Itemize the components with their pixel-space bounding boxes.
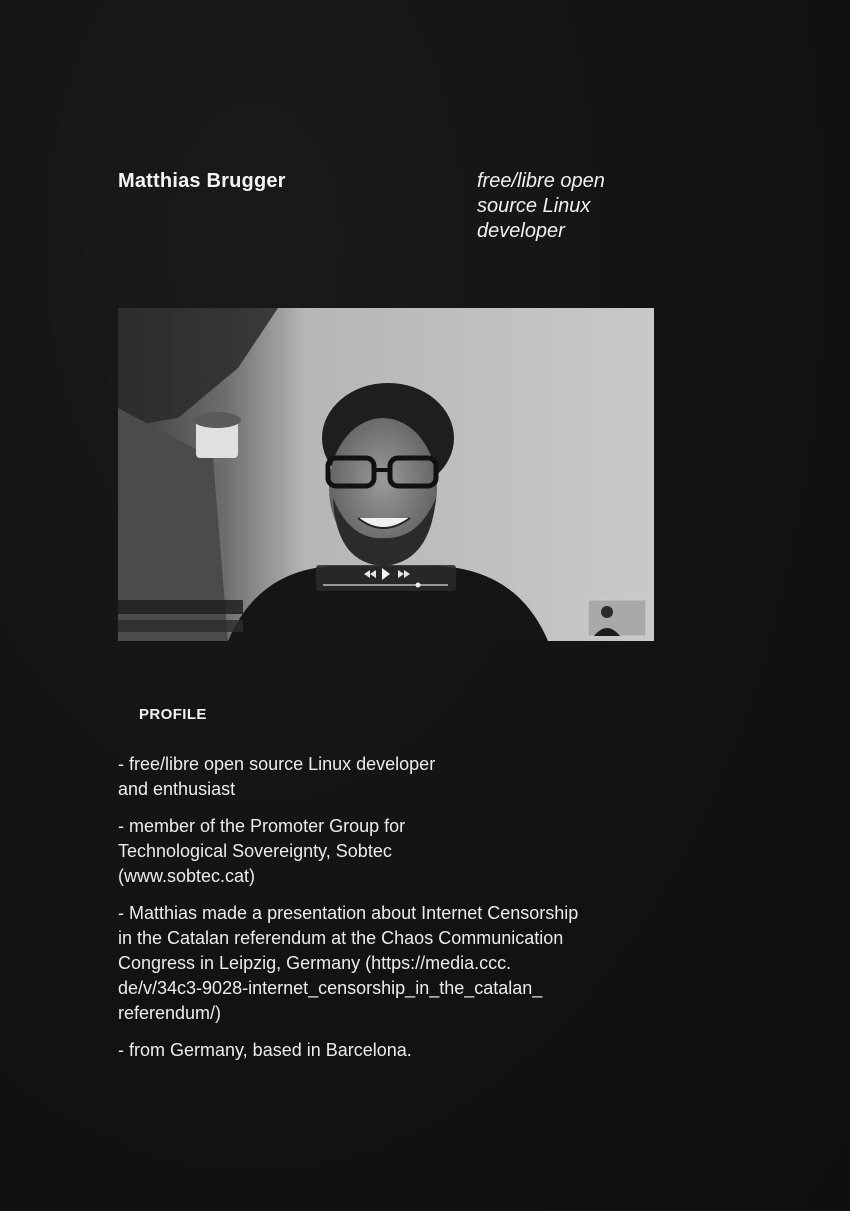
profile-list — [118, 752, 658, 1075]
profile-item-line: - free/libre open source Linux developer — [118, 754, 436, 774]
profile-item — [118, 752, 658, 802]
profile-item-line: (www.sobtec.cat) — [118, 866, 256, 886]
video-call-portrait-photo — [118, 308, 654, 641]
profile-item — [118, 901, 658, 1026]
person-name: Matthias Brugger — [118, 170, 286, 192]
video-call-portrait-icon — [118, 308, 654, 641]
profile-item-line: - member of the Promoter Group for — [118, 816, 406, 836]
profile-item-line: referendum/) — [118, 1003, 222, 1023]
tagline-line: developer — [477, 220, 565, 242]
profile-item — [118, 1038, 658, 1063]
profile-heading: PROFILE — [139, 706, 207, 723]
profile-item-line: - Matthias made a presentation about Internet Censorship — [118, 903, 579, 923]
profile-item-line: in the Catalan referendum at the Chaos Communication — [118, 928, 564, 948]
tagline-line: source Linux — [477, 195, 591, 217]
profile-item-line: Congress in Leipzig, Germany (https://media.ccc. — [118, 953, 512, 973]
profile-item-line: Technological Sovereignty, Sobtec — [118, 841, 392, 861]
profile-item-line: - from Germany, based in Barcelona. — [118, 1040, 412, 1060]
tagline-line: free/libre open — [477, 170, 605, 192]
profile-item-line: de/v/34c3-9028-internet_censorship_in_the_catalan_ — [118, 978, 543, 998]
profile-item-line: and enthusiast — [118, 779, 236, 799]
person-tagline — [477, 169, 677, 244]
profile-item — [118, 814, 658, 889]
